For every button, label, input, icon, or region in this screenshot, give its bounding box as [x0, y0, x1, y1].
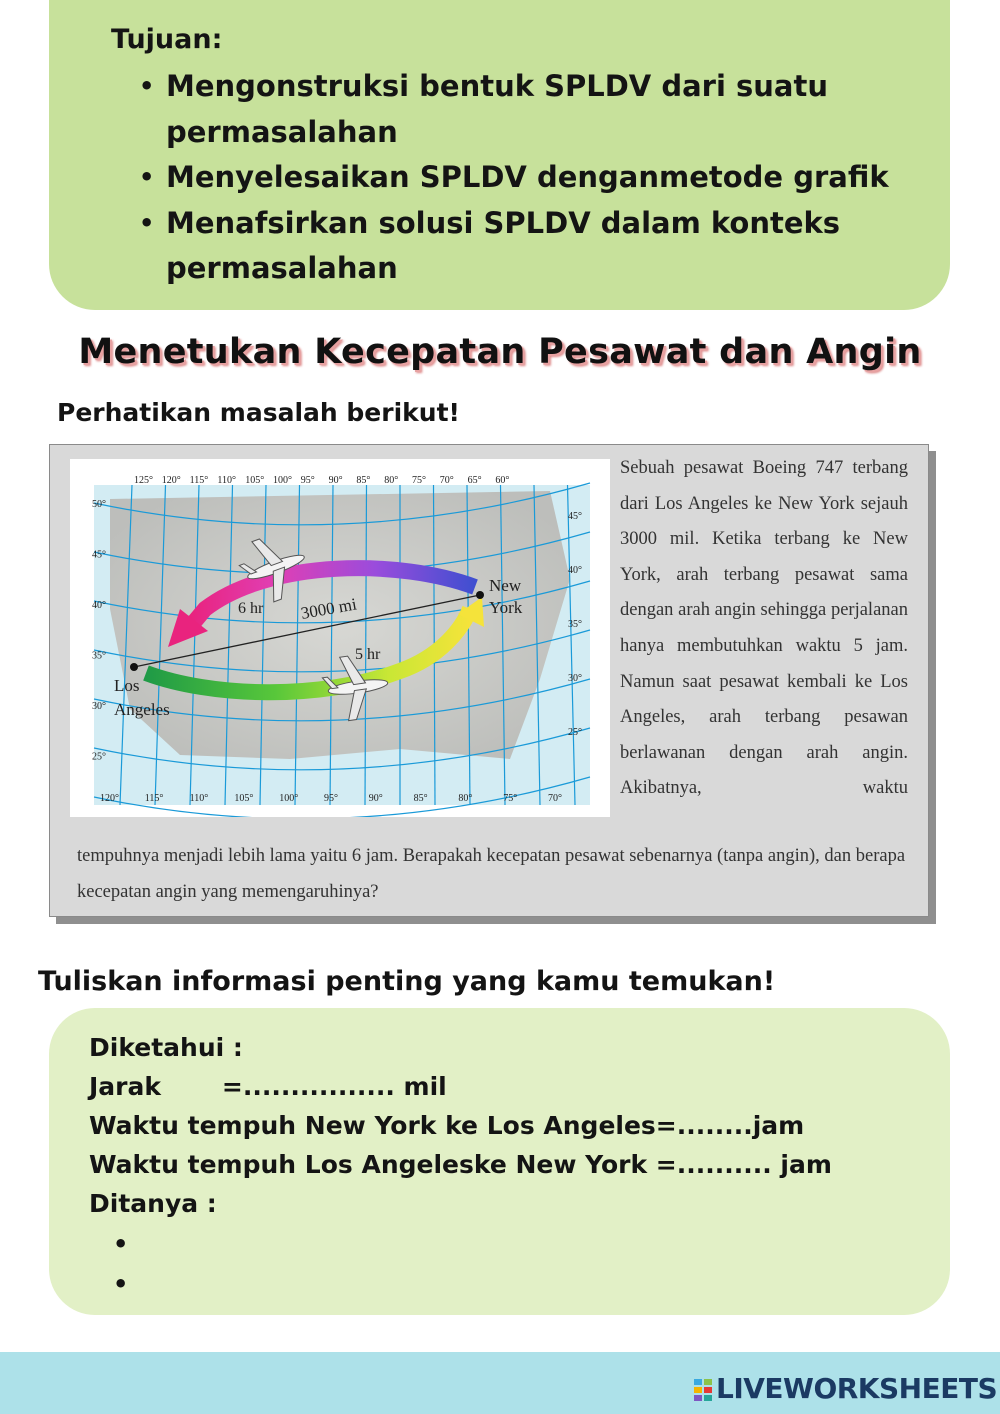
- new-york-label: York: [489, 598, 523, 617]
- graticule-label: 100°: [273, 475, 292, 486]
- graticule-label: 45°: [568, 511, 582, 522]
- liveworksheets-brand[interactable]: LIVEWORKSHEETS: [716, 1372, 998, 1405]
- asked-item-1[interactable]: •: [113, 1230, 129, 1258]
- graticule-label: 25°: [568, 727, 582, 738]
- graticule-label: 100°: [279, 793, 299, 804]
- problem-text-bottom: tempuhnya menjadi lebih lama yaitu 6 jam. Berapakah kecepatan pesawat sebenarnya (tanpa angin), dan berapa kecepatan angin yang memengaruhinya?: [77, 846, 906, 902]
- graticule-label: 105°: [234, 793, 254, 804]
- graticule-label: 80°: [458, 793, 473, 804]
- graticule-label: 110°: [189, 793, 209, 804]
- problem-text-right: Sebuah pesawat Boeing 747 terbang dari Los Angeles ke New York sejauh 3000 mil. Ketika terbang ke New York, arah terbang pesawat sama dengan arah angin sehingga perjalanan hanya membutuhkan waktu 5 jam. Namun saat pesawat kembali ke Los Angeles, arah terbang pesawan berlawanan dengan arah angin. Akibatnya, waktu: [620, 458, 908, 799]
- graticule-label: 115°: [144, 793, 164, 804]
- graticule-label: 50°: [92, 499, 106, 510]
- graticule-label: 90°: [368, 793, 383, 804]
- problem-panel: [49, 444, 929, 917]
- graticule-label: 40°: [568, 565, 582, 576]
- los-angeles-label: Angeles: [114, 700, 170, 719]
- graticule-label: 70°: [548, 793, 562, 804]
- graticule-label: 120°: [161, 475, 181, 486]
- graticule-label: 40°: [92, 600, 106, 611]
- new-york-dot: [476, 591, 484, 599]
- west-time-label: 6 hr: [238, 600, 264, 617]
- asked-item-2[interactable]: •: [113, 1270, 129, 1298]
- los-angeles-label: Los: [114, 676, 140, 695]
- footer-bar: [0, 1352, 1000, 1414]
- graticule-label: 115°: [189, 475, 209, 486]
- graticule-label: 75°: [503, 793, 518, 804]
- graticule-label: 125°: [134, 475, 153, 486]
- los-angeles-dot: [130, 663, 138, 671]
- goals-list: [166, 64, 926, 292]
- graticule-label: 35°: [568, 619, 582, 630]
- info-prompt: Tuliskan informasi penting yang kamu temukan!: [38, 966, 776, 997]
- graticule-label: 30°: [92, 701, 106, 712]
- asked-label: Ditanya :: [89, 1189, 217, 1218]
- flight-map: [70, 459, 610, 817]
- graticule-label: 60°: [495, 475, 510, 486]
- liveworksheets-logo-icon: [694, 1379, 712, 1401]
- graticule-label: 85°: [413, 793, 428, 804]
- graticule-label: 105°: [245, 475, 265, 486]
- graticule-label: 45°: [92, 549, 106, 561]
- goal-item: • Mengonstruksi bentuk SPLDV dari suatu permasalahan: [166, 64, 926, 155]
- distance-field[interactable]: Jarak =................ mil: [89, 1072, 447, 1101]
- graticule-label: 80°: [384, 475, 399, 486]
- top-longitude-labels: [134, 475, 509, 486]
- graticule-label: 95°: [324, 793, 338, 804]
- east-time-label: 5 hr: [355, 646, 381, 663]
- page-title: Menetukan Kecepatan Pesawat dan Angin: [78, 332, 922, 372]
- graticule-label: 90°: [328, 475, 343, 486]
- graticule-label: 25°: [92, 751, 106, 763]
- known-label: Diketahui :: [89, 1033, 243, 1062]
- time-la-ny-field[interactable]: Waktu tempuh Los Angeleske New York =.......... jam: [89, 1150, 832, 1179]
- distance-label: 3000 mi: [299, 594, 359, 623]
- goal-item: • Menyelesaikan SPLDV denganmetode grafik: [166, 155, 926, 201]
- goals-panel: [49, 0, 950, 310]
- graticule-label: 30°: [568, 673, 582, 684]
- graticule-label: 35°: [92, 650, 106, 662]
- section-subtitle: Perhatikan masalah berikut!: [57, 398, 460, 427]
- goal-item: • Menafsirkan solusi SPLDV dalam konteks permasalahan: [166, 201, 926, 292]
- graticule-label: 120°: [100, 793, 119, 804]
- new-york-label: New: [489, 576, 522, 595]
- graticule-label: 75°: [412, 475, 426, 486]
- graticule-label: 95°: [300, 475, 315, 486]
- info-panel: [49, 1008, 950, 1315]
- graticule-label: 65°: [467, 475, 482, 486]
- graticule-label: 70°: [439, 475, 454, 486]
- time-ny-la-field[interactable]: Waktu tempuh New York ke Los Angeles=........jam: [89, 1111, 805, 1140]
- graticule-label: 85°: [356, 475, 371, 486]
- goals-title: Tujuan:: [111, 24, 223, 55]
- graticule-label: 110°: [217, 475, 237, 486]
